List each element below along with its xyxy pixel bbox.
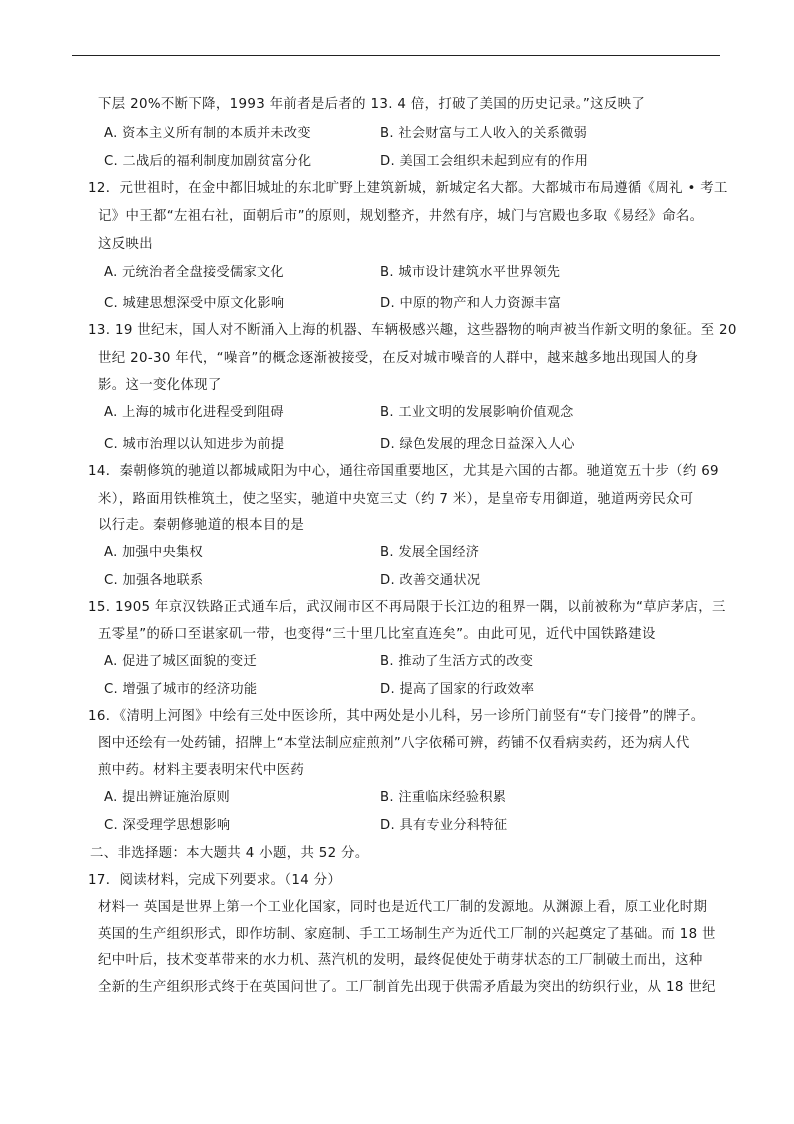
q16-stem-line: 煎中药。材料主要表明宋代中医药 <box>98 763 305 778</box>
q16-option-a: A. 提出辨证施治原则 <box>104 790 230 805</box>
q15-option-a: A. 促进了城区面貌的变迁 <box>104 654 257 669</box>
q13-option-c: C. 城市治理以认知进步为前提 <box>104 437 285 452</box>
q17-material-line: 全新的生产组织形式终于在英国问世了。工厂制首先出现于供需矛盾最为突出的纺织行业，从 18 世纪 <box>98 980 716 995</box>
q12-option-d: D. 中原的物产和人力资源丰富 <box>380 296 562 311</box>
q11-option-b: B. 社会财富与工人收入的关系微弱 <box>380 126 588 141</box>
q14-stem-line: 米），路面用铁椎筑土，使之坚实，驰道中央宽三丈（约 7 米），是皇帝专用御道，驰道两旁民众可 <box>98 492 694 507</box>
q17-material-line: 纪中叶后，技术变革带来的水力机、蒸汽机的发明，最终促使处于萌芽状态的工厂制破土而出，这种 <box>98 953 703 968</box>
q11-option-d: D. 美国工会组织未起到应有的作用 <box>380 154 589 169</box>
q13-stem-line: 世纪 20-30 年代，“噪音”的概念逐渐被接受，在反对城市噪音的人群中，越来越多地出现国人的身 <box>98 351 699 366</box>
q14-stem-line: 以行走。秦朝修驰道的根本目的是 <box>98 518 305 533</box>
q13-option-a: A. 上海的城市化进程受到阻碍 <box>104 405 284 420</box>
q12-option-a: A. 元统治者全盘接受儒家文化 <box>104 265 284 280</box>
q15-stem-line: 15. 1905 年京汉铁路正式通车后，武汉闹市区不再局限于长江边的租界一隅，以前被称为“草庐茅店，三 <box>88 600 726 615</box>
section-heading: 二、非选择题：本大题共 4 小题，共 52 分。 <box>90 846 369 861</box>
q17-title: 17．阅读材料，完成下列要求。（14 分） <box>88 873 342 888</box>
q12-option-c: C. 城建思想深受中原文化影响 <box>104 296 285 311</box>
q12-stem-line: 12．元世祖时，在金中都旧城址的东北旷野上建筑新城，新城定名大都。大都城市布局遵循《周礼 • 考工 <box>88 181 728 196</box>
q14-option-b: B. 发展全国经济 <box>380 545 480 560</box>
q12-stem-line: 这反映出 <box>98 237 153 252</box>
q14-option-a: A. 加强中央集权 <box>104 545 203 560</box>
q11-option-a: A. 资本主义所有制的本质并未改变 <box>104 126 311 141</box>
q13-stem-line: 影。这一变化体现了 <box>98 378 222 393</box>
q15-option-d: D. 提高了国家的行政效率 <box>380 682 535 697</box>
q17-material-line: 英国的生产组织形式，即作坊制、家庭制、手工工场制生产为近代工厂制的兴起奠定了基础。而 18 世 <box>98 927 716 942</box>
q14-option-d: D. 改善交通状况 <box>380 573 481 588</box>
q13-stem-line: 13. 19 世纪末，国人对不断涌入上海的机器、车辆极感兴趣，这些器物的响声被当作新文明的象征。至 20 <box>88 323 737 338</box>
q16-option-b: B. 注重临床经验积累 <box>380 790 507 805</box>
q13-option-b: B. 工业文明的发展影响价值观念 <box>380 405 574 420</box>
q16-option-d: D. 具有专业分科特征 <box>380 818 508 833</box>
q14-stem-line: 14．秦朝修筑的驰道以都城咸阳为中心，通往帝国重要地区，尤其是六国的古都。驰道宽五十步（约 69 <box>88 464 719 479</box>
q16-stem-line: 16．《清明上河图》中绘有三处中医诊所，其中两处是小儿科，另一诊所门前竖有“专门接骨”的牌子。 <box>88 709 705 724</box>
q14-option-c: C. 加强各地联系 <box>104 573 204 588</box>
q17-material-line: 材料一 英国是世界上第一个工业化国家，同时也是近代工厂制的发源地。从渊源上看，原工业化时期 <box>98 900 708 915</box>
q13-option-d: D. 绿色发展的理念日益深入人心 <box>380 437 575 452</box>
q11-option-c: C. 二战后的福利制度加剧贫富分化 <box>104 154 312 169</box>
q12-option-b: B. 城市设计建筑水平世界领先 <box>380 265 561 280</box>
q15-option-b: B. 推动了生活方式的改变 <box>380 654 534 669</box>
q16-stem-line: 图中还绘有一处药铺，招牌上“本堂法制应症煎剂”八字依稀可辨，药铺不仅看病卖药，还为病人代 <box>98 736 690 751</box>
q15-stem-line: 五零星”的硚口至谌家矶一带，也变得“三十里几比室直连矣”。由此可见，近代中国铁路建设 <box>98 627 656 642</box>
q16-option-c: C. 深受理学思想影响 <box>104 818 231 833</box>
header-rule <box>72 55 720 56</box>
q12-stem-line: 记》中王都“左祖右社，面朝后市”的原则，规划整齐，井然有序，城门与宫殿也多取《易经》命名。 <box>98 209 704 224</box>
q15-option-c: C. 增强了城市的经济功能 <box>104 682 258 697</box>
q11-continuation: 下层 20%不断下降，1993 年前者是后者的 13. 4 倍，打破了美国的历史记录。”这反映了 <box>98 97 646 112</box>
